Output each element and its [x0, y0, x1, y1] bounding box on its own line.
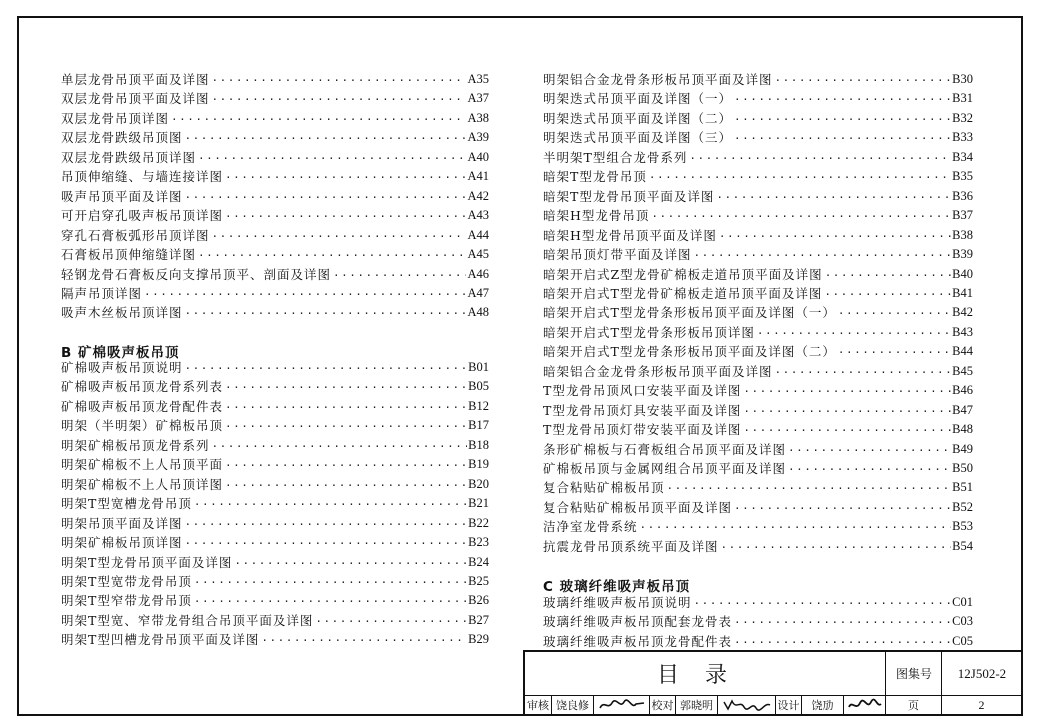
dot-leader [734, 111, 951, 128]
dot-leader [694, 595, 952, 612]
toc-entry-title: 暗架开启式T型龙骨矿棉板走道吊顶平面及详图 [543, 285, 823, 301]
dot-leader [261, 632, 467, 649]
toc-entry [61, 377, 489, 396]
toc-entry-page: B26 [468, 593, 489, 608]
toc-entry-title: 明架吊顶平面及详图 [61, 515, 183, 531]
toc-entry-page: B54 [952, 538, 973, 553]
dot-leader [194, 574, 467, 591]
dot-leader [734, 634, 951, 651]
toc-entry [543, 245, 973, 264]
checker-name: 郭晓明 [675, 696, 717, 714]
toc-entry-title: 可开启穿孔吸声板吊顶详图 [61, 208, 224, 224]
toc-entry [543, 70, 973, 89]
toc-entry-page: A35 [467, 72, 489, 86]
toc-entry-title: 暗架T型龙骨吊顶 [543, 169, 647, 185]
atlas-number: 12J502-2 [941, 652, 1022, 695]
toc-entry [61, 514, 489, 533]
toc-entry [543, 478, 973, 497]
section-c-heading: C 玻璃纤维吸声板吊顶 [543, 579, 691, 595]
toc-entry-page: B48 [952, 422, 973, 437]
atlas-number-label: 图集号 [885, 652, 942, 695]
toc-entry-title: 吸声木丝板吊顶详图 [61, 305, 183, 321]
dot-leader [640, 519, 952, 536]
dot-leader [734, 91, 951, 108]
dot-leader [788, 461, 951, 478]
toc-entry-title: 暗架H型龙骨吊顶平面及详图 [543, 227, 717, 243]
toc-entry-title: T型龙骨吊顶灯带安装平面及详图 [543, 422, 742, 438]
toc-entry-title: 玻璃纤维吸声板吊顶说明 [543, 595, 692, 610]
toc-entry [61, 245, 489, 264]
title-block-title: 目录 [656, 663, 753, 688]
toc-entry-page: B20 [468, 476, 489, 491]
dot-leader [212, 228, 467, 245]
toc-entry [61, 226, 489, 245]
toc-entry [61, 187, 489, 206]
toc-entry-title: 玻璃纤维吸声板吊顶龙骨配件表 [543, 633, 733, 649]
dot-leader [689, 150, 951, 167]
dot-leader [838, 305, 951, 322]
dot-leader [185, 189, 467, 206]
page-label: 页 [885, 696, 941, 714]
dot-leader [734, 614, 951, 631]
toc-entry-title: 明架T型宽槽龙骨吊顶 [61, 496, 192, 512]
toc-entry-page: B27 [468, 612, 489, 627]
review-label: 审核 [527, 699, 549, 712]
toc-entry-title: 明架矿棉板吊顶龙骨系列 [61, 437, 210, 453]
toc-entry-page: B32 [952, 110, 973, 125]
toc-entry-page: B43 [952, 324, 973, 339]
toc-entry-page: B52 [952, 499, 973, 514]
toc-entry-title: 明架迭式吊顶平面及详图（一） [543, 91, 733, 107]
toc-entry [543, 128, 973, 147]
toc-entry-page: B34 [952, 149, 973, 164]
toc-entry [543, 381, 973, 400]
dot-leader [225, 418, 467, 435]
toc-entry-page: B37 [952, 208, 973, 223]
toc-entry-title: T型龙骨吊顶风口安装平面及详图 [543, 383, 742, 399]
dot-leader [734, 130, 951, 147]
toc-entry-page: C03 [952, 614, 973, 629]
toc-entry-title: 明架矿棉板吊顶详图 [61, 535, 183, 551]
toc-entry [543, 187, 973, 206]
dot-leader [212, 91, 467, 108]
toc-entry-title: 吸声吊顶平面及详图 [61, 188, 183, 204]
toc-entry-page: B41 [952, 285, 973, 300]
dot-leader [212, 72, 467, 89]
toc-entry-page: B30 [952, 72, 973, 86]
toc-entry [61, 148, 489, 167]
toc-entry [543, 593, 973, 612]
dot-leader [825, 267, 951, 284]
reviewer-signature [593, 696, 649, 714]
toc-entry [61, 494, 489, 513]
toc-entry-page: B45 [952, 363, 973, 378]
designer-name: 饶劢 [801, 696, 843, 714]
dot-leader [185, 535, 468, 552]
toc-entry [61, 630, 489, 649]
toc-entry-title: 洁净室龙骨系统 [543, 519, 638, 535]
dot-leader [225, 169, 466, 186]
dot-leader [212, 438, 468, 455]
toc-entry [543, 420, 973, 439]
toc-entry [61, 553, 489, 572]
dot-leader [185, 360, 468, 377]
toc-entry [543, 206, 973, 225]
toc-entry [543, 459, 973, 478]
toc-entry-title: 条形矿棉板与石膏板组合吊顶平面及详图 [543, 441, 787, 457]
dot-leader [225, 208, 466, 225]
toc-entry-page: B33 [952, 130, 973, 145]
dot-leader [651, 208, 951, 225]
toc-entry [61, 284, 489, 303]
toc-entry-title: 双层龙骨跌级吊顶详图 [61, 149, 197, 165]
toc-entry-page: B39 [952, 247, 973, 262]
dot-leader [198, 247, 466, 264]
toc-entry [543, 226, 973, 245]
toc-entry-page: B18 [468, 437, 489, 452]
toc-entry-title: 暗架T型龙骨吊顶平面及详图 [543, 188, 715, 204]
toc-entry [543, 89, 973, 108]
toc-entry [61, 436, 489, 455]
dot-leader [194, 593, 467, 610]
toc-entry-title: 明架迭式吊顶平面及详图（二） [543, 110, 733, 126]
toc-entry-page: B29 [468, 632, 489, 647]
toc-entry-page: B53 [952, 519, 973, 534]
toc-entry [543, 401, 973, 420]
toc-entry-page: B40 [952, 266, 973, 281]
dot-leader [315, 613, 467, 630]
dot-leader [185, 130, 467, 147]
toc-entry-page: B19 [468, 457, 489, 472]
dot-leader [667, 480, 952, 497]
dot-leader [838, 344, 951, 361]
toc-entry [543, 323, 973, 342]
toc-entry [61, 475, 489, 494]
toc-entry [543, 440, 973, 459]
dot-leader [775, 364, 952, 381]
dot-leader [757, 325, 951, 342]
toc-entry-title: 双层龙骨吊顶详图 [61, 110, 170, 126]
toc-entry [543, 284, 973, 303]
toc-entry-title: 明架铝合金龙骨条形板吊顶平面及详图 [543, 72, 773, 87]
toc-entry-title: 双层龙骨吊顶平面及详图 [61, 91, 210, 107]
dot-leader [824, 286, 951, 303]
toc-entry-title: 明架T型窄带龙骨吊顶 [61, 593, 192, 609]
toc-entry-page: A48 [467, 305, 489, 320]
dot-leader [775, 72, 952, 89]
toc-entry [543, 498, 973, 517]
toc-entry [543, 148, 973, 167]
toc-entry-title: 暗架开启式T型龙骨条形板吊顶平面及详图（一） [543, 305, 836, 321]
toc-entry [543, 303, 973, 322]
toc-entry-page: A43 [467, 208, 489, 223]
toc-entry [61, 303, 489, 322]
toc-entry-page: A39 [467, 130, 489, 145]
dot-leader [743, 422, 951, 439]
toc-entry [543, 517, 973, 536]
toc-entry-title: 抗震龙骨吊顶系统平面及详图 [543, 538, 719, 554]
reviewer-name: 饶良修 [551, 696, 593, 714]
toc-entry-page: B51 [952, 480, 973, 495]
toc-entry-page: A40 [467, 149, 489, 164]
dot-leader [649, 169, 951, 186]
toc-entry-title: 矿棉吸声板吊顶龙骨配件表 [61, 398, 224, 414]
toc-entry-title: 轻钢龙骨石膏板反向支撑吊顶平、剖面及详图 [61, 266, 332, 282]
toc-entry [61, 591, 489, 610]
toc-entry-page: A45 [467, 247, 489, 262]
toc-entry-title: 半明架T型组合龙骨系列 [543, 149, 688, 165]
toc-entry-page: B25 [468, 573, 489, 588]
toc-entry [61, 533, 489, 552]
toc-entry [61, 70, 489, 89]
toc-entry-title: 穿孔石膏板弧形吊顶详图 [61, 227, 210, 243]
toc-entry [61, 455, 489, 474]
toc-entry-page: B42 [952, 305, 973, 320]
dot-leader [185, 516, 468, 533]
toc-entry-title: 明架迭式吊顶平面及详图（三） [543, 130, 733, 146]
title-block [523, 650, 1021, 714]
toc-entry-title: 隔声吊顶详图 [61, 285, 143, 301]
toc-entry-title: 明架T型宽、窄带龙骨组合吊顶平面及详图 [61, 612, 314, 628]
toc-entry-title: 玻璃纤维吸声板吊顶配套龙骨表 [543, 614, 733, 630]
toc-entry-page: A44 [467, 227, 489, 242]
toc-entry-page: B01 [468, 360, 489, 374]
toc-entry-title: 矿棉吸声板吊顶龙骨系列表 [61, 379, 224, 395]
toc-entry-page: A47 [467, 285, 489, 300]
dot-leader [225, 457, 467, 474]
toc-entry [61, 397, 489, 416]
dot-leader [716, 189, 951, 206]
toc-entry-title: 单层龙骨吊顶平面及详图 [61, 72, 210, 87]
toc-entry-page: A46 [467, 266, 489, 281]
check-label: 校对 [649, 696, 675, 714]
checker-signature [717, 696, 775, 714]
dot-leader [234, 555, 467, 572]
toc-entry-title: 双层龙骨跌级吊顶图 [61, 130, 183, 146]
toc-entry [61, 128, 489, 147]
toc-entry [61, 265, 489, 284]
toc-entry-page: C01 [952, 595, 973, 609]
toc-entry-page: B38 [952, 227, 973, 242]
toc-entry-title: 矿棉板吊顶与金属网组合吊顶平面及详图 [543, 461, 787, 476]
toc-entry-title: 明架T型宽带龙骨吊顶 [61, 573, 192, 589]
toc-entry [61, 572, 489, 591]
toc-entry-page: B50 [952, 461, 973, 475]
toc-entry-title: 吊顶伸缩缝、与墙连接详图 [61, 169, 224, 185]
toc-entry-title: 矿棉吸声板吊顶说明 [61, 360, 183, 375]
page-number: 2 [941, 696, 1021, 714]
toc-entry-page: B21 [468, 496, 489, 511]
dot-leader [225, 477, 467, 494]
toc-entry-page: B44 [952, 344, 973, 359]
toc-entry-title: 明架（半明架）矿棉板吊顶 [61, 418, 224, 434]
toc-entry-title: 复合粘贴矿棉板吊顶 [543, 480, 665, 496]
design-label: 设计 [775, 696, 801, 714]
toc-entry-page: A42 [467, 188, 489, 203]
toc-entry-page: B47 [952, 402, 973, 417]
toc-entry [543, 362, 973, 381]
toc-entry-page: B24 [468, 554, 489, 569]
toc-entry-title: 暗架H型龙骨吊顶 [543, 208, 650, 224]
toc-entry-page: A38 [467, 110, 489, 125]
dot-leader [194, 496, 467, 513]
toc-entry-title: 复合粘贴矿棉板吊顶平面及详图 [543, 499, 733, 515]
toc-entry-title: 暗架开启式T型龙骨条形板吊顶平面及详图（二） [543, 344, 836, 360]
toc-entry-page: B46 [952, 383, 973, 398]
toc-entry-page: B35 [952, 169, 973, 184]
dot-leader [333, 267, 466, 284]
toc-entry-page: B23 [468, 535, 489, 550]
toc-entry-title: 明架T型龙骨吊顶平面及详图 [61, 554, 233, 570]
dot-leader [719, 228, 951, 245]
toc-entry-page: B22 [468, 515, 489, 530]
toc-entry [61, 206, 489, 225]
toc-entry [61, 109, 489, 128]
toc-entry-page: B36 [952, 188, 973, 203]
toc-entry-title: 明架T型凹槽龙骨吊顶平面及详图 [61, 632, 260, 648]
dot-leader [721, 539, 952, 556]
toc-entry-title: 暗架开启式T型龙骨条形板吊顶详图 [543, 324, 755, 340]
dot-leader [734, 500, 951, 517]
toc-entry-title: 暗架吊顶灯带平面及详图 [543, 247, 692, 263]
toc-entry-page: B05 [468, 379, 489, 394]
toc-entry-page: C05 [952, 633, 973, 648]
toc-entry-title: 石膏板吊顶伸缩缝详图 [61, 247, 197, 263]
toc-entry-page: B17 [468, 418, 489, 433]
toc-entry-page: A41 [467, 169, 489, 184]
toc-entry [61, 167, 489, 186]
toc-entry [543, 167, 973, 186]
toc-entry-page: B49 [952, 441, 973, 456]
dot-leader [225, 379, 467, 396]
dot-leader [788, 442, 951, 459]
toc-entry-page: A37 [467, 91, 489, 106]
toc-entry [543, 612, 973, 631]
toc-entry [543, 265, 973, 284]
dot-leader [185, 305, 467, 322]
toc-entry-title: 暗架铝合金龙骨条形板吊顶平面及详图 [543, 363, 773, 379]
dot-leader [694, 247, 952, 264]
toc-entry-title: 明架矿棉板不上人吊顶平面 [61, 457, 224, 473]
toc-entry-title: T型龙骨吊顶灯具安装平面及详图 [543, 402, 742, 418]
dot-leader [144, 286, 466, 303]
dot-leader [743, 403, 951, 420]
dot-leader [171, 111, 466, 128]
toc-entry-title: 明架矿棉板不上人吊顶详图 [61, 476, 224, 492]
toc-entry-page: B31 [952, 91, 973, 106]
designer-signature [843, 696, 885, 714]
toc-entry [543, 632, 973, 651]
dot-leader [198, 150, 466, 167]
toc-entry-title: 暗架开启式Z型龙骨矿棉板走道吊顶平面及详图 [543, 266, 823, 282]
toc-entry [61, 89, 489, 108]
toc-entry [543, 342, 973, 361]
toc-entry [61, 611, 489, 630]
toc-entry [543, 537, 973, 556]
toc-entry [543, 109, 973, 128]
section-b-heading: B 矿棉吸声板吊顶 [61, 345, 180, 361]
toc-entry [61, 416, 489, 435]
toc-entry-page: B12 [468, 398, 489, 413]
dot-leader [743, 383, 951, 400]
dot-leader [225, 399, 467, 416]
